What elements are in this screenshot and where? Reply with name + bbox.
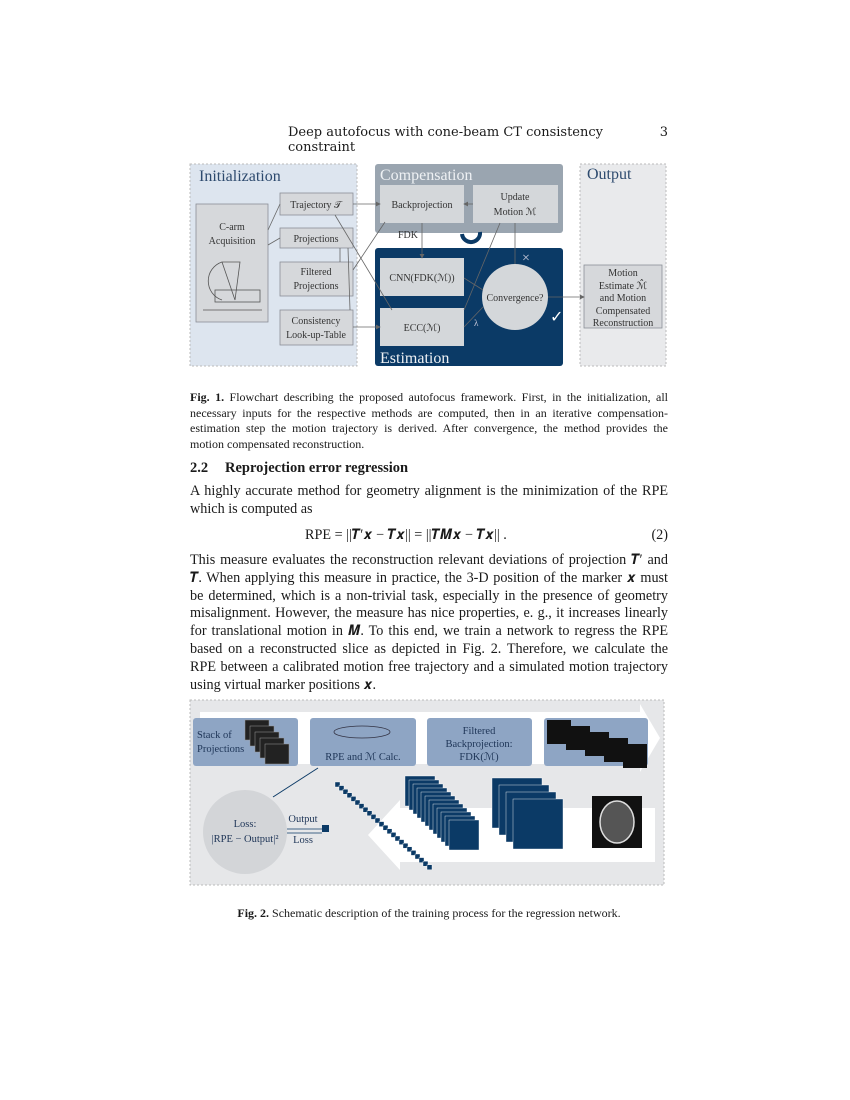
svg-text:Motion: Motion — [608, 268, 638, 279]
svg-text:ECC(ℳ): ECC(ℳ) — [403, 323, 441, 334]
label-initialization: Initialization — [199, 168, 281, 185]
svg-text:Filtered: Filtered — [300, 267, 332, 278]
cnn-layer — [427, 865, 432, 870]
svg-text:Motion ℳ: Motion ℳ — [493, 207, 537, 218]
svg-text:Output: Output — [288, 814, 318, 825]
svg-text:FDK(ℳ): FDK(ℳ) — [459, 752, 499, 763]
svg-text:FDK: FDK — [397, 230, 419, 241]
svg-text:Backprojection: Backprojection — [391, 200, 453, 211]
output-node — [322, 825, 329, 832]
svg-text:|RPE − Output|²: |RPE − Output|² — [211, 834, 279, 845]
running-title: Deep autofocus with cone-beam CT consistency constraint — [288, 125, 603, 155]
figure-1-caption — [190, 390, 668, 452]
svg-text:Loss: Loss — [293, 835, 313, 846]
svg-text:Loss:: Loss: — [233, 819, 257, 830]
label-output: Output — [587, 166, 632, 183]
figure-2-caption — [190, 906, 668, 922]
caption-label: Fig. 1. — [190, 390, 225, 404]
svg-text:Stack of: Stack of — [197, 730, 232, 741]
cnn-layer — [513, 799, 563, 849]
svg-text:Consistency: Consistency — [291, 316, 341, 327]
cnn-layer — [449, 820, 479, 850]
svg-text:Look-up-Table: Look-up-Table — [286, 330, 346, 341]
loss-circle — [203, 790, 287, 874]
caption-label: Fig. 2. — [237, 906, 270, 920]
svg-text:Trajectory 𝒯: Trajectory 𝒯 — [290, 200, 342, 211]
svg-text:×: × — [522, 251, 530, 266]
svg-text:Update: Update — [500, 192, 530, 203]
svg-text:Projections: Projections — [197, 744, 245, 755]
svg-text:CNN(FDK(ℳ)): CNN(FDK(ℳ)) — [389, 273, 455, 284]
svg-text:and Motion: and Motion — [599, 293, 647, 304]
svg-text:Filtered: Filtered — [462, 726, 496, 737]
equation-number: (2) — [651, 527, 668, 543]
figure-2-schematic — [0, 690, 850, 900]
figure-1-flowchart — [0, 0, 850, 380]
label-estimation: Estimation — [380, 350, 450, 367]
svg-text:C-arm: C-arm — [219, 222, 245, 233]
caption-text: Schematic description of the training process for the regression network. — [272, 906, 621, 920]
caption-text: Flowchart describing the proposed autofocus framework. First, in the initialization, all necessary inputs for the respective methods are computed, then in an iterative compensation-estimation step the motion trajectory is derived. After convergence, the method provides the motion compensated reconstruction. — [190, 390, 669, 451]
paragraph-2: This measure evaluates the reconstruction relevant deviations of projection 𝑻′ and 𝑻. When applying this measure in practice, the 3-D position of the marker 𝒙 must be determined, which is a non-trivial task, especially in the presence of geometry misalignment. However, the measure has nice properties, e. g., it increases linearly for translational motion in 𝑴. To this end, we train a network to regress the RPE based on a reconstructed slice as depicted in Fig. 2. Therefore, we calculate the RPE between a calibrated motion free trajectory and a simulated motion trajectory using virtual marker positions 𝒙. — [190, 552, 668, 693]
equation-text: RPE = ||𝑻′𝒙 − 𝑻𝒙|| = ||𝑻𝑴𝒙 − 𝑻𝒙|| . — [305, 527, 507, 543]
svg-text:Projections: Projections — [293, 281, 339, 292]
svg-text:λ: λ — [474, 318, 479, 328]
cycle-icon — [462, 232, 480, 242]
paragraph-1: A highly accurate method for geometry alignment is the minimization of the RPE which is computed as — [190, 483, 668, 517]
svg-text:Projections: Projections — [293, 234, 339, 245]
svg-text:Compensated: Compensated — [595, 306, 651, 317]
svg-text:✓: ✓ — [550, 309, 564, 326]
svg-text:Acquisition: Acquisition — [208, 236, 256, 247]
label-compensation: Compensation — [380, 167, 473, 184]
svg-text:Convergence?: Convergence? — [486, 293, 544, 304]
section-heading: 2.2 Reprojection error regression — [190, 460, 409, 476]
svg-text:Backprojection:: Backprojection: — [445, 739, 513, 750]
svg-text:Reconstruction: Reconstruction — [592, 318, 654, 329]
svg-text:Estimate ℳ̂: Estimate ℳ̂ — [598, 281, 648, 292]
page-number: 3 — [659, 125, 668, 140]
svg-text:RPE and ℳ Calc.: RPE and ℳ Calc. — [325, 752, 401, 763]
